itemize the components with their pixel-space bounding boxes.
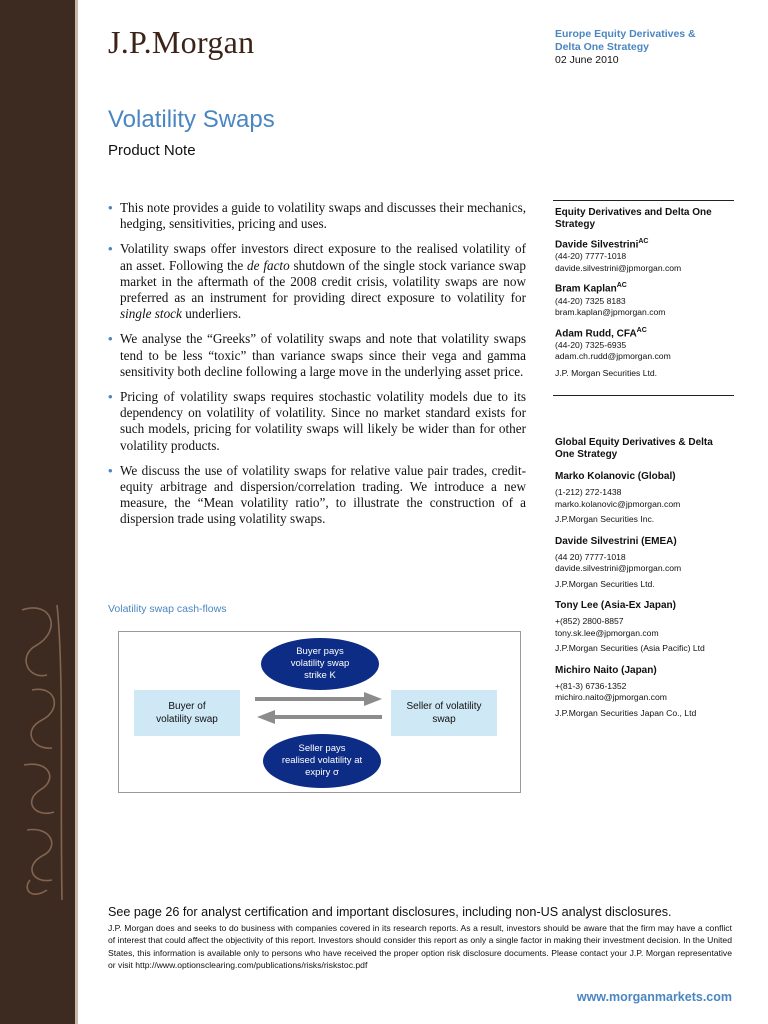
analyst-phone: (44-20) 7777-1018: [555, 251, 627, 262]
team-heading: Equity Derivatives and Delta One Strategy: [555, 207, 712, 230]
seller-line-1: Seller of volatility: [406, 701, 482, 712]
buyer-pays-line-3: strike K: [304, 670, 336, 681]
seller-pays-line-3: expiry σ: [305, 767, 339, 778]
seller-pays-ellipse: [263, 734, 381, 788]
analyst-company: J.P.Morgan Securities Inc.: [555, 514, 655, 524]
analyst-name: Michiro Naito (Japan): [555, 664, 657, 676]
right-arrow: [255, 692, 382, 706]
jpmorgan-logo: J.P.Morgan: [108, 24, 255, 60]
jpmorgan-signature-watermark: [2, 590, 72, 910]
bullet-emphasis: single stock: [120, 306, 182, 322]
report-header: [555, 28, 696, 67]
bullet-dot-icon: •: [108, 200, 113, 215]
seller-box: [391, 690, 497, 736]
analyst-name: [555, 279, 735, 295]
analyst-phone: +(852) 2800-8857: [555, 616, 624, 626]
global-analyst-contact: [555, 664, 735, 720]
analyst-company: J.P.Morgan Securities Ltd.: [555, 578, 655, 589]
analyst-phone: (44-20) 7325 8183: [555, 295, 626, 306]
bullet-item: [108, 331, 526, 380]
diagram-caption: Volatility swap cash-flows: [108, 603, 227, 615]
report-date: 02 June 2010: [555, 54, 619, 66]
global-analyst-contact: [555, 470, 735, 526]
analyst-certification-mark: AC: [636, 326, 647, 334]
analyst-certification-mark: AC: [616, 282, 627, 290]
department-line-2: Delta One Strategy: [555, 41, 649, 53]
team-company: J.P. Morgan Securities Ltd.: [555, 367, 658, 378]
bullet-dot-icon: •: [108, 241, 113, 257]
buyer-line-1: Buyer of: [168, 701, 206, 712]
analyst-email[interactable]: michiro.naito@jpmorgan.com: [555, 692, 667, 702]
document-subtitle: Product Note: [108, 142, 196, 159]
left-arrow: [257, 710, 382, 724]
sidebar-rule-bottom: [553, 395, 734, 396]
analyst-phone: +(81-3) 6736-1352: [555, 680, 627, 691]
analyst-email[interactable]: davide.silvestrini@jpmorgan.com: [555, 262, 682, 273]
global-analyst-contact: [555, 599, 735, 655]
bullet-text: shutdown of the single stock variance swap market in the aftermath of the 2008 credit crisis, volatility swaps are now preferred as an instrument for providing direct exposure to volatility for: [120, 257, 526, 306]
bullet-item: [108, 241, 526, 322]
bullet-text: This note provides a guide to volatility swaps and discusses their mechanics, hedging, sensitivities, pricing and uses.: [120, 200, 526, 232]
summary-bullets: [108, 200, 526, 537]
buyer-pays-ellipse: [261, 638, 379, 690]
analyst-email[interactable]: marko.kolanovic@jpmorgan.com: [555, 498, 681, 509]
analyst-company: J.P.Morgan Securities Japan Co., Ltd: [555, 707, 697, 718]
analyst-email[interactable]: davide.silvestrini@jpmorgan.com: [555, 563, 682, 573]
global-team-heading: Global Equity Derivatives & Delta One Strategy: [555, 437, 713, 460]
analyst-email[interactable]: bram.kaplan@jpmorgan.com: [555, 307, 666, 318]
bullet-text: Volatility swaps offer investors direct exposure to the realised volatility of an asset. Following the: [120, 241, 526, 273]
bullet-dot-icon: •: [108, 331, 113, 347]
buyer-pays-line-2: volatility swap: [290, 658, 350, 669]
bullet-text: We discuss the use of volatility swaps for relative value pair trades, credit-equity arbitrage and dispersion/correlation trading. We introduce a new measure, the “Mean volatility ratio”, to illustrate the construction of a dispersion trade using volatility swaps.: [120, 462, 526, 527]
buyer-box: [134, 690, 240, 736]
disclaimer-text: J.P. Morgan does and seeks to do business with companies covered in its research reports. As a result, investors should be aware that the firm may have a conflict of interest that could affect the objectivity of this report. Investors should consider this report as only a single factor in making their investment decision. In the United States, this information is available only to persons who have received the proper option risk disclosure documents. Please contact your J.P. Morgan representative or visit http://www.optionsclearing.com/publications/risks/riskstoc.pdf: [108, 923, 732, 971]
analyst-name-text: Bram Kaplan: [555, 283, 617, 295]
cashflow-arrows: [252, 688, 392, 724]
bullet-text: underliers.: [181, 306, 242, 322]
analyst-name-text: Adam Rudd, CFA: [555, 327, 637, 339]
analyst-phone: (1-212) 272-1438: [555, 487, 622, 497]
strip-edge-line: [75, 0, 78, 1024]
global-team-contacts: [555, 437, 735, 719]
analyst-name: Marko Kolanovic (Global): [555, 471, 676, 482]
sidebar-rule-top: [553, 200, 734, 201]
document-title: Volatility Swaps: [108, 106, 275, 133]
analyst-email[interactable]: tony.sk.lee@jpmorgan.com: [555, 627, 659, 638]
seller-line-2: swap: [432, 714, 456, 725]
buyer-pays-line-1: Buyer pays: [296, 646, 344, 657]
decorative-side-strip: [0, 0, 75, 1024]
analyst-phone: (44 20) 7777-1018: [555, 551, 626, 562]
analyst-name: [555, 235, 735, 251]
bullet-dot-icon: •: [108, 389, 113, 405]
analyst-name: Tony Lee (Asia-Ex Japan): [555, 600, 676, 611]
bullet-dot-icon: •: [108, 462, 113, 478]
bullet-text: Pricing of volatility swaps requires stochastic volatility models due to its dependency on volatility of volatility. Since no market standard exists for such models, pricing for volatility swaps will likely be wider than for other volatility products.: [120, 389, 526, 453]
analyst-email[interactable]: adam.ch.rudd@jpmorgan.com: [555, 351, 671, 362]
bullet-item: [108, 389, 526, 454]
bullet-text: We analyse the “Greeks” of volatility swaps and note that volatility swaps tend to be less “toxic” than variance swaps since their vega and gamma sensitivity both decline following a large move in the underlying asset price.: [120, 331, 526, 379]
department-line-1: Europe Equity Derivatives &: [555, 28, 696, 40]
analyst-contact: [555, 324, 735, 363]
global-analyst-contact: [555, 535, 735, 591]
analyst-contact: [555, 235, 735, 274]
buyer-line-2: volatility swap: [156, 714, 218, 725]
analyst-name: Davide Silvestrini (EMEA): [555, 535, 677, 547]
analyst-name: [555, 324, 735, 340]
website-link[interactable]: www.morganmarkets.com: [576, 990, 732, 1004]
analyst-phone: (44-20) 7325-6935: [555, 339, 627, 350]
seller-pays-line-2: realised volatility at: [281, 755, 363, 766]
bullet-item: [108, 463, 526, 528]
disclosures-notice: See page 26 for analyst certification and important disclosures, including non-US analyst disclosures.: [108, 905, 672, 919]
cashflow-diagram: [118, 631, 521, 793]
bullet-emphasis: de facto: [247, 257, 290, 273]
analyst-name-text: Davide Silvestrini: [555, 239, 639, 251]
analyst-contact: [555, 279, 735, 318]
team-contacts: [555, 207, 735, 379]
seller-pays-line-1: Seller pays: [298, 743, 346, 754]
analyst-certification-mark: AC: [638, 238, 649, 245]
analyst-company: J.P.Morgan Securities (Asia Pacific) Ltd: [555, 643, 705, 653]
bullet-item: [108, 200, 526, 232]
